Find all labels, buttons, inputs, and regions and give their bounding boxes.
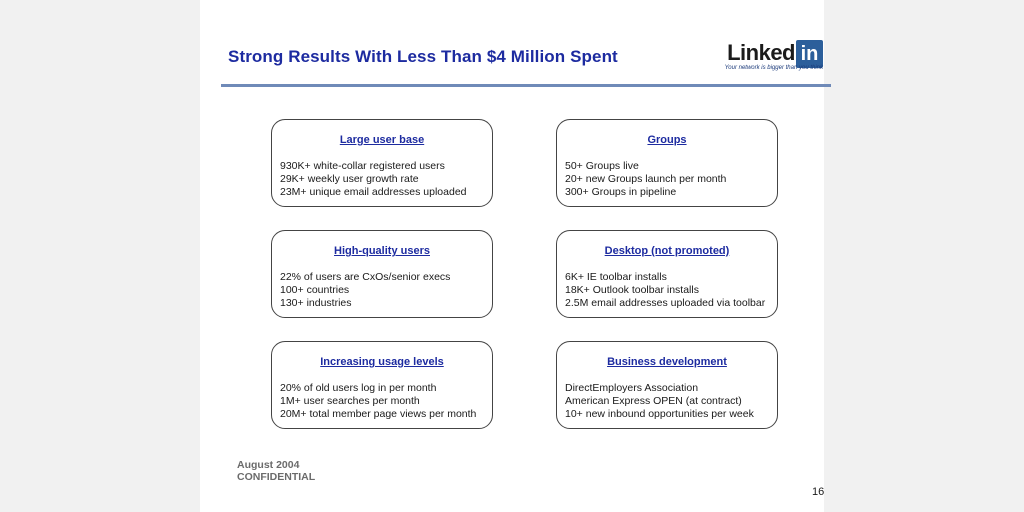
card-line: 2.5M email addresses uploaded via toolbar — [565, 297, 766, 309]
card-increasing-usage-levels — [271, 341, 493, 429]
linkedin-logo — [697, 40, 827, 72]
card-line: DirectEmployers Association — [565, 382, 699, 394]
slide-title: Strong Results With Less Than $4 Million Spent — [228, 47, 618, 66]
card-line: 50+ Groups live — [565, 160, 639, 172]
card-title: High-quality users — [334, 245, 430, 257]
card-line: 6K+ IE toolbar installs — [565, 271, 667, 283]
card-line: 100+ countries — [280, 284, 350, 296]
card-line: 18K+ Outlook toolbar installs — [565, 284, 699, 296]
card-line: 300+ Groups in pipeline — [565, 186, 677, 198]
card-title: Desktop (not promoted) — [604, 245, 730, 257]
card-desktop — [556, 230, 778, 318]
footer-confidential: CONFIDENTIAL — [237, 471, 316, 483]
logo-in-badge: in — [796, 40, 823, 68]
card-lines — [565, 271, 765, 310]
card-lines — [565, 160, 726, 199]
card-line: 1M+ user searches per month — [280, 395, 420, 407]
card-line: 10+ new inbound opportunities per week — [565, 408, 754, 420]
card-line: 20M+ total member page views per month — [280, 408, 477, 420]
card-line: 130+ industries — [280, 297, 352, 309]
card-title: Large user base — [339, 134, 425, 146]
card-lines — [280, 160, 467, 199]
card-line: 29K+ weekly user growth rate — [280, 173, 419, 185]
card-lines — [565, 382, 754, 421]
card-line: 20+ new Groups launch per month — [565, 173, 727, 185]
card-title: Increasing usage levels — [320, 356, 444, 368]
card-line: 23M+ unique email addresses uploaded — [280, 186, 467, 198]
card-groups — [556, 119, 778, 207]
logo-wordmark: Linked — [727, 40, 795, 65]
page-number: 16 — [812, 486, 825, 498]
logo-tagline: Your network is bigger than you think — [724, 65, 823, 71]
card-title: Groups — [647, 134, 687, 146]
card-business-development — [556, 341, 778, 429]
card-title: Business development — [607, 356, 727, 368]
card-lines — [280, 382, 476, 421]
card-high-quality-users — [271, 230, 493, 318]
card-large-user-base — [271, 119, 493, 207]
footer-date: August 2004 — [237, 459, 300, 471]
slide-footer — [237, 459, 315, 483]
card-line: American Express OPEN (at contract) — [565, 395, 742, 407]
card-line: 20% of old users log in per month — [280, 382, 437, 394]
card-lines — [280, 271, 450, 310]
title-divider — [221, 84, 831, 87]
card-line: 930K+ white-collar registered users — [280, 160, 445, 172]
card-line: 22% of users are CxOs/senior execs — [280, 271, 451, 283]
